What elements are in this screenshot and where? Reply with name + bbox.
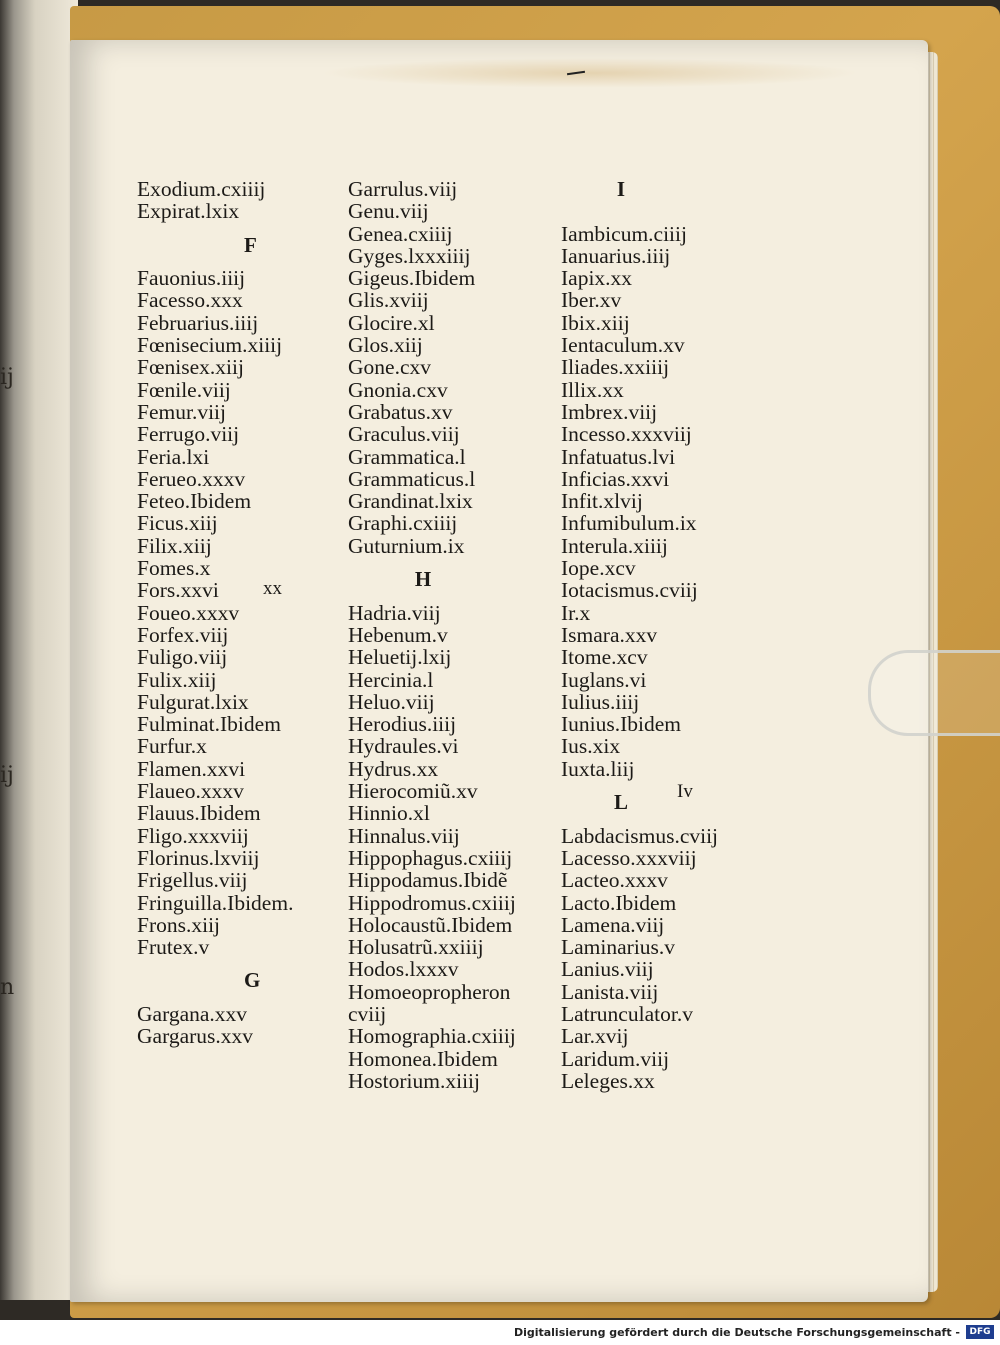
- section-letter-heading: L: [613, 790, 628, 815]
- index-entry: Heluetij.lxij: [348, 645, 452, 670]
- index-entry: Labdacismus.cviij: [561, 823, 719, 848]
- index-entry: Fulgurat.lxix: [137, 689, 249, 714]
- dfg-logo: DFG: [966, 1325, 994, 1339]
- index-entry: Garrulus.viij: [348, 177, 458, 201]
- index-entry: Gigeus.Ibidem: [348, 266, 476, 291]
- index-entry: Ius.xix: [561, 734, 621, 759]
- index-entry: Iunius.Ibidem: [561, 712, 682, 737]
- index-entry: Ferueo.xxxv: [137, 466, 246, 491]
- index-column-2: [348, 178, 558, 1092]
- index-entry: Gargana.xxv: [137, 1001, 248, 1026]
- index-entry: Fringuilla.Ibidem.: [137, 890, 294, 915]
- index-entry: Flamen.xxvi: [137, 756, 246, 781]
- index-entry: Latrunculator.v: [561, 1001, 693, 1026]
- marginal-note: Iv: [677, 781, 693, 802]
- index-entry: Gone.cxv: [348, 355, 431, 380]
- index-entry: cviij: [348, 1001, 387, 1026]
- index-entry: Iapix.xx: [561, 266, 633, 291]
- section-letter-heading: H: [414, 567, 432, 592]
- section-gap: [561, 200, 761, 222]
- index-entry: Ianuarius.iiij: [561, 243, 671, 268]
- index-entry: Iambicum.ciiij: [561, 221, 687, 246]
- index-entry: Hodos.lxxxv: [348, 957, 459, 982]
- index-entry: Fuligo.viij: [137, 645, 228, 670]
- index-entry: Hinnalus.viij: [348, 823, 460, 848]
- index-entry: Genu.viij: [348, 199, 429, 224]
- index-entry: Gargarus.xxv: [137, 1024, 254, 1049]
- index-entry: Iliades.xxiiij: [561, 355, 670, 380]
- index-entry: Homonea.Ibidem: [348, 1046, 498, 1071]
- index-entry: Laminarius.v: [561, 935, 676, 960]
- index-entry: Lacesso.xxxviij: [561, 845, 697, 870]
- index-entry: Glis.xviij: [348, 288, 429, 313]
- index-column-1: [137, 178, 337, 1048]
- index-entry: Holocaustũ.Ibidem: [348, 912, 513, 937]
- footer-bar: [0, 1320, 1000, 1345]
- index-entry: Foueo.xxxv: [137, 600, 240, 625]
- index-entry: Interula.xiiij: [561, 533, 668, 558]
- section-letter-heading: F: [244, 232, 257, 257]
- index-entry: Frutex.v: [137, 935, 210, 960]
- index-entry: Frons.xiij: [137, 912, 221, 937]
- index-entry: Grandinat.lxix: [348, 489, 473, 514]
- index-entry: Grammatica.l: [348, 444, 466, 469]
- index-column-3: [561, 178, 761, 1092]
- index-entry: Fors.xxvi: [137, 578, 219, 603]
- index-entry: Filix.xiij: [137, 533, 212, 558]
- index-entry: Fauonius.iiij: [137, 266, 246, 291]
- index-entry: Flaueo.xxxv: [137, 779, 244, 804]
- index-entry: Forfex.viij: [137, 622, 229, 647]
- index-entry: Fulix.xiij: [137, 667, 217, 692]
- index-entry: Ientaculum.xv: [561, 333, 685, 358]
- index-entry: Lar.xvij: [561, 1024, 629, 1049]
- index-entry: Ismara.xxv: [561, 622, 658, 647]
- index-entry: Florinus.lxviij: [137, 845, 260, 870]
- index-entry: Genea.cxiiij: [348, 221, 453, 246]
- index-entry: Ficus.xiij: [137, 511, 218, 536]
- paper-clip: [868, 650, 1000, 736]
- index-entry: Inficias.xxvi: [561, 466, 670, 491]
- index-entry: Incesso.xxxviij: [561, 422, 692, 447]
- index-entry: Glocire.xl: [348, 310, 435, 335]
- left-page-edge: [0, 0, 78, 1300]
- index-entry: Feria.lxi: [137, 444, 210, 469]
- index-entry: Flauus.Ibidem: [137, 801, 261, 826]
- index-entry: Fulminat.Ibidem: [137, 712, 281, 737]
- index-entry: Fœnile.viij: [137, 377, 231, 402]
- section-letter-heading: I: [616, 177, 626, 201]
- index-entry: Lanista.viij: [561, 979, 659, 1004]
- section-letter-heading: G: [244, 968, 261, 993]
- left-page-fragment: ij: [0, 365, 14, 390]
- index-entry: Lanius.viij: [561, 957, 654, 982]
- index-entry: Heluo.viij: [348, 689, 435, 714]
- marginal-note: xx: [263, 578, 282, 599]
- index-entry: Frigellus.viij: [137, 868, 248, 893]
- index-entry: Lamena.viij: [561, 912, 665, 937]
- index-entry: Infit.xlvij: [561, 489, 643, 514]
- index-entry: Iber.xv: [561, 288, 622, 313]
- index-entry: Infatuatus.lvi: [561, 444, 676, 469]
- index-entry: Gnonia.cxv: [348, 377, 448, 402]
- index-entry: Illix.xx: [561, 377, 624, 402]
- index-entry: Facesso.xxx: [137, 288, 243, 313]
- index-entry: Hierocomiũ.xv: [348, 779, 478, 804]
- index-entry: Iope.xcv: [561, 556, 636, 581]
- index-entry: Ferrugo.viij: [137, 422, 240, 447]
- index-entry: Iuglans.vi: [561, 667, 647, 692]
- index-entry: Hercinia.l: [348, 667, 434, 692]
- left-page-fragment: n: [0, 975, 15, 1000]
- index-entry: Infumibulum.ix: [561, 511, 697, 536]
- index-entry: Fœnisex.xiij: [137, 355, 244, 380]
- index-entry: Graphi.cxiiij: [348, 511, 458, 536]
- index-entry: Grammaticus.l: [348, 466, 476, 491]
- index-entry: Homoeopropheron: [348, 979, 511, 1004]
- index-entry: Hippophagus.cxiiij: [348, 845, 513, 870]
- index-entry: Iulius.iiij: [561, 689, 640, 714]
- index-entry: Hebenum.v: [348, 622, 448, 647]
- index-entry: Imbrex.viij: [561, 399, 658, 424]
- funding-credit: Digitalisierung gefördert durch die Deutsche Forschungsgemeinschaft -: [513, 1326, 960, 1339]
- index-entry: Lacto.Ibidem: [561, 890, 677, 915]
- index-entry: Hydrus.xx: [348, 756, 439, 781]
- index-entry: Fomes.x: [137, 556, 211, 581]
- index-entry: Laridum.viij: [561, 1046, 670, 1071]
- index-entry: Exodium.cxiiij: [137, 177, 266, 201]
- index-entry: Glos.xiij: [348, 333, 423, 358]
- index-entry: Ibix.xiij: [561, 310, 630, 335]
- page-stain: [320, 58, 860, 88]
- index-entry: Iuxta.liij: [561, 756, 635, 781]
- index-entry: Ir.x: [561, 600, 591, 625]
- index-entry: Itome.xcv: [561, 645, 648, 670]
- index-entry: Graculus.viij: [348, 422, 460, 447]
- index-entry: Hippodromus.cxiiij: [348, 890, 516, 915]
- left-page-fragment: ij: [0, 763, 14, 788]
- index-entry: Femur.viij: [137, 399, 226, 424]
- index-entry: Fœnisecium.xiiij: [137, 333, 283, 358]
- index-entry: Fligo.xxxviij: [137, 823, 249, 848]
- index-entry: Furfur.x: [137, 734, 207, 759]
- index-entry: Iotacismus.cviij: [561, 578, 698, 603]
- index-entry: Lacteo.xxxv: [561, 868, 668, 893]
- index-entry: Expirat.lxix: [137, 199, 240, 224]
- index-entry: Grabatus.xv: [348, 399, 453, 424]
- index-entry: Hostorium.xiiij: [348, 1068, 480, 1093]
- index-entry: Februarius.iiij: [137, 310, 259, 335]
- index-entry: Homographia.cxiiij: [348, 1024, 516, 1049]
- index-entry: Herodius.iiij: [348, 712, 457, 737]
- index-entry: Hadria.viij: [348, 600, 441, 625]
- index-entry: Feteo.Ibidem: [137, 489, 252, 514]
- index-entry: Hinnio.xl: [348, 801, 430, 826]
- index-entry: Gyges.lxxxiiij: [348, 243, 471, 268]
- index-entry: Holusatrũ.xxiiij: [348, 935, 484, 960]
- index-entry: Guturnium.ix: [348, 533, 465, 558]
- index-entry: Hippodamus.Ibidẽ: [348, 868, 508, 893]
- index-entry: Hydraules.vi: [348, 734, 459, 759]
- index-entry: Leleges.xx: [561, 1068, 655, 1093]
